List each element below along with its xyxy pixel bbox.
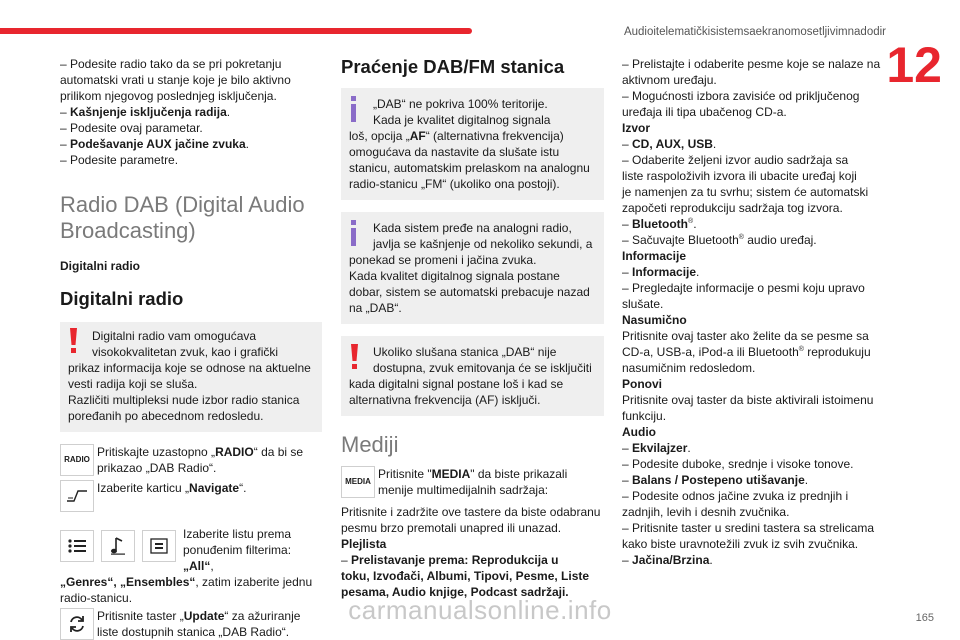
warning-note: Digitalni radio vam omogućava visokokvalitetan zvuk, kao i grafički prikaz informacija koje se odnose na aktuelne vesti radija koji se sluša. Različiti multipleksi nude izbor radio stanica poređanih po abecednom redosledu.: [60, 322, 322, 432]
music-note-icon[interactable]: [101, 530, 135, 562]
chapter-number: 12: [886, 37, 942, 93]
filter-instruction: Izaberite listu prema ponuđenim filterima: „All“, „Genres“, „Ensembles“, zatim izaberite jednu radio-stanicu.: [60, 527, 313, 605]
exclamation-icon: [66, 328, 80, 354]
list-item: – Balans / Postepeno utišavanje.: [622, 473, 809, 487]
info-note: Kada sistem pređe na analogni radio, javlja se kašnjenje od nekoliko sekundi, a ponekad se promeni i jačina zvuka. Kada kvalitet digitalnog signala postane dobar, sistem se automatski prebacuje nazad na „DAB“.: [341, 212, 604, 324]
radio-button-icon[interactable]: RADIO: [60, 444, 94, 476]
paragraph: – Odaberite željeni izvor audio sadržaja sa liste raspoloživih izvora ili ubacite uređaj koji je namenjen za tu svrhu; sistem će automatski započeti reprodukciju sadržaja tog izvora.: [622, 153, 869, 215]
list-item: – Podesite parametre.: [60, 153, 179, 167]
list-item: – Informacije.: [622, 265, 700, 279]
random-label: Nasumično: [622, 313, 687, 327]
ensemble-icon[interactable]: [142, 530, 176, 562]
header-accent-bar: [0, 28, 472, 34]
exclamation-icon: [347, 344, 361, 370]
list-item: – Podesite duboke, srednje i visoke tonove.: [622, 457, 854, 471]
info-note: „DAB“ ne pokriva 100% teritorije. Kada je kvalitet digitalnog signala loš, opcija „AF“ (alternativna frekvencija) omogućava da nastavite da slušate istu stanicu, automatskim prelaskom na analognu radio-stanicu „FM“ (ukoliko ona postoji).: [341, 88, 604, 200]
radio-instruction: RADIO Pritiskajte uzastopno „RADIO“ da bi se prikazao „DAB Radio“.: [60, 444, 322, 476]
list-item: – CD, AUX, USB.: [622, 137, 717, 151]
info-label: Informacije: [622, 249, 687, 263]
paragraph: Pritisnite i zadržite ove tastere da biste odabranu pesmu brzo premotali unapred ili unazad.: [341, 505, 601, 535]
section-title-media: Mediji: [341, 432, 399, 457]
list-item: – Kašnjenje isključenja radija.: [60, 105, 231, 119]
update-instruction: Pritisnite taster „Update“ za ažuriranje liste dostupnih stanica „DAB Radio“.: [60, 608, 322, 640]
list-item: – Prelistavanje prema: Reprodukcija u toku, Izvođači, Albumi, Tipovi, Pesme, Liste pesama, Audio knjige, Podcast sadržaji.: [341, 553, 590, 599]
media-instruction: MEDIA Pritisnite "MEDIA" da biste prikazali menije multimedijalnih sadržaja:: [341, 466, 604, 498]
running-header: Audioitelematičkisistemsaekranomosetljivimnadodir: [623, 26, 886, 38]
list-item: – Podešavanje AUX jačine zvuka.: [60, 137, 249, 151]
media-button-icon[interactable]: MEDIA: [341, 466, 375, 498]
page-number: 165: [915, 612, 934, 624]
navigate-instruction: Izaberite karticu „Navigate“.: [60, 466, 322, 512]
column-1: [60, 56, 322, 640]
list-item: – Podesite ovaj parametar.: [60, 121, 203, 135]
paragraph: – Podesite odnos jačine zvuka iz prednjih i zadnjih, levih i desnih zvučnika. – Pritisnite taster u sredini tastera sa strelicama kako biste uravnotežili zvuk iz svih zvučnika.: [622, 489, 875, 551]
sub-label: Digitalni radio: [60, 259, 141, 273]
navigate-tab-icon[interactable]: [60, 480, 94, 512]
paragraph: – Pregledajte informacije o pesmi koju upravo slušate.: [622, 281, 865, 311]
audio-label: Audio: [622, 425, 656, 439]
section-title-dab-fm: Praćenje DAB/FM stanica: [341, 56, 565, 77]
paragraph: Pritisnite ovaj taster ako želite da se pesme sa CD-a, USB-a, iPod-a ili Bluetooth® reprodukuju nasumičnim redosledom.: [622, 329, 871, 375]
info-icon: [347, 220, 361, 246]
warning-note: Ukoliko slušana stanica „DAB“ nije dostupna, zvuk emitovanja će se isključiti kada digitalni signal postane loš i kad se alternativna frekvencija (AF) isključi.: [341, 336, 604, 416]
list-item: – Ekvilajzer.: [622, 441, 691, 455]
playlist-label: Plejlista: [341, 537, 387, 551]
list-item: – Bluetooth®.: [622, 217, 697, 231]
info-icon: [347, 96, 361, 122]
paragraph: Pritisnite ovaj taster da biste aktivirali istoimenu funkciju.: [622, 393, 874, 423]
list-item: – Sačuvajte Bluetooth® audio uređaj.: [622, 233, 817, 247]
column-3: [622, 56, 888, 568]
list-item: – Jačina/Brzina.: [622, 553, 713, 567]
repeat-label: Ponovi: [622, 377, 663, 391]
intro-paragraph: – Podesite radio tako da se pri pokretanju automatski vrati u stanje koje je bilo aktivno prilikom njegovog poslednjeg isključenja.: [60, 57, 291, 103]
column-2: [341, 56, 604, 600]
list-icon[interactable]: [60, 530, 94, 562]
source-label: Izvor: [622, 121, 651, 135]
paragraph: – Prelistajte i odaberite pesme koje se nalaze na aktivnom uređaju. – Mogućnosti izbora zavisiće od priključenog uređaja ili tipa ubačenog CD-a.: [622, 57, 881, 119]
section-title-dab: Radio DAB (Digital Audio Broadcasting): [60, 192, 305, 243]
watermark: carmanualsonline.info: [348, 595, 612, 625]
section-title-digital-radio: Digitalni radio: [60, 288, 184, 309]
